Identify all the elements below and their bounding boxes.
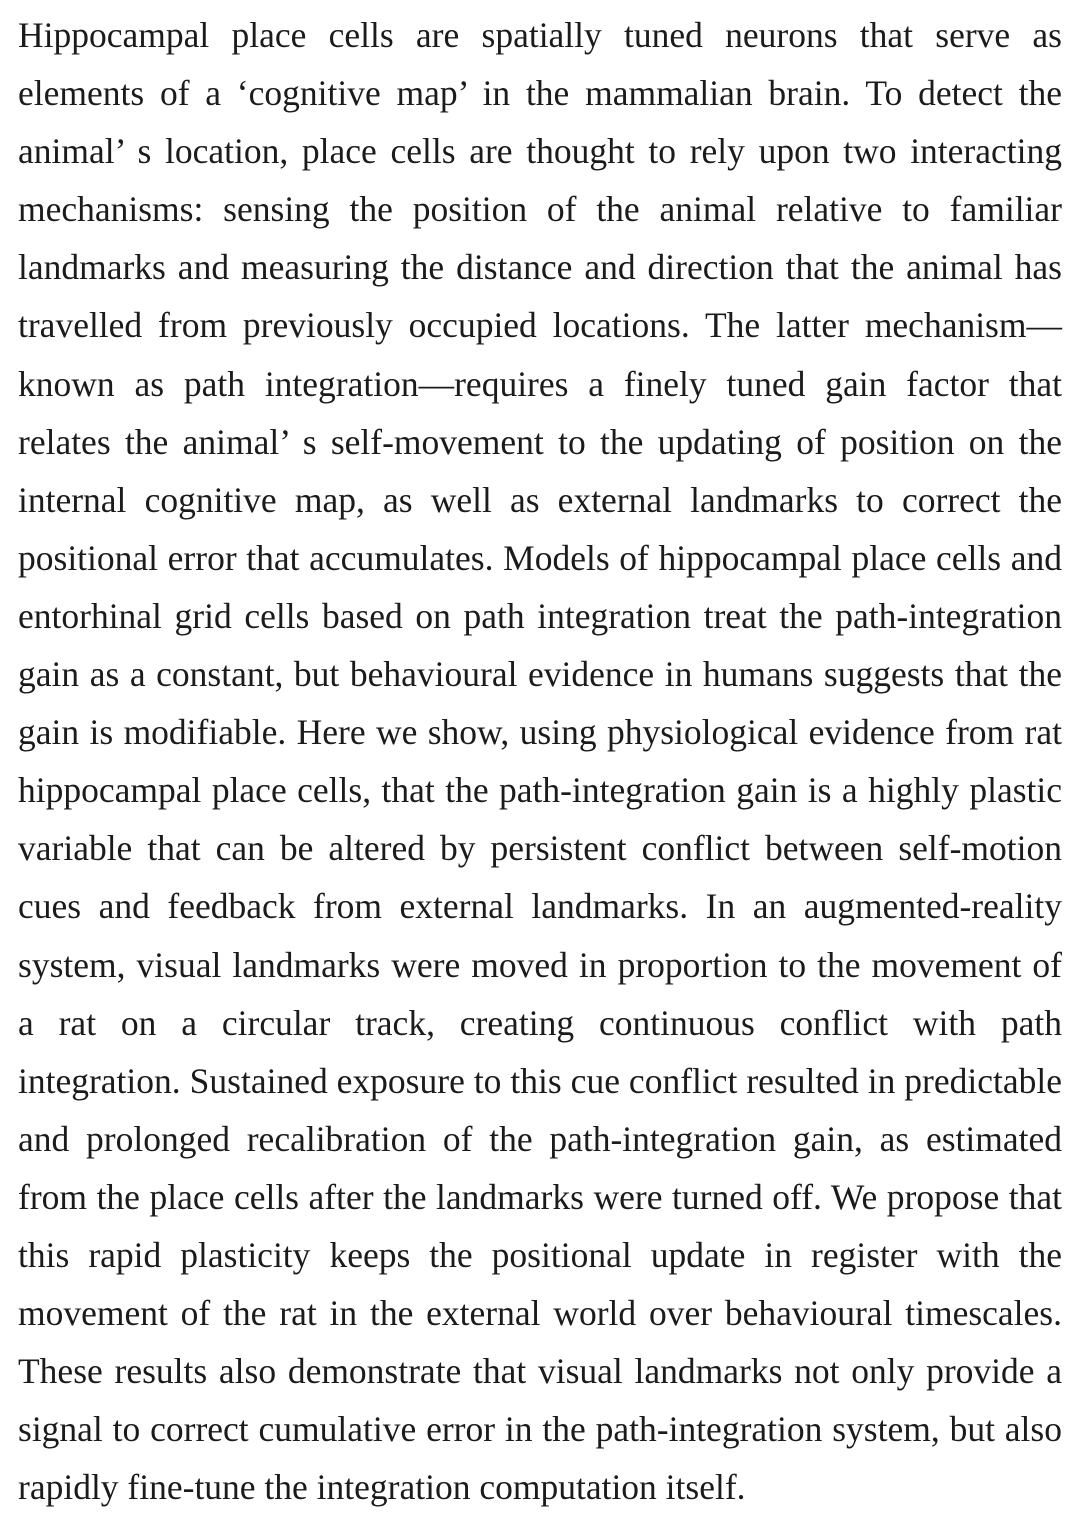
text-line: this rapid plasticity keeps the positional update in register with the <box>18 1234 1062 1275</box>
text-line: These results also demonstrate that visual landmarks not only provide a <box>18 1351 1062 1392</box>
text-line: variable that can be altered by persistent conflict between self-motion <box>18 828 1062 869</box>
text-line: system, visual landmarks were moved in proportion to the movement of <box>18 944 1062 985</box>
text-line: cues and feedback from external landmarks. In an augmented-reality <box>18 886 1062 927</box>
text-line: integration. Sustained exposure to this cue conflict resulted in predictable <box>18 1060 1062 1101</box>
text-line: travelled from previously occupied locations. The latter mechanism— <box>18 305 1062 346</box>
abstract-paragraph <box>18 12 1062 1522</box>
text-line: and prolonged recalibration of the path-integration gain, as estimated <box>18 1118 1062 1159</box>
text-line: mechanisms: sensing the position of the animal relative to familiar <box>18 189 1062 230</box>
text-line: movement of the rat in the external world over behavioural timescales. <box>18 1293 1062 1334</box>
text-line: relates the animal’ s self-movement to the updating of position on the <box>18 421 1062 462</box>
text-line: positional error that accumulates. Models of hippocampal place cells and <box>18 537 1062 578</box>
text-line: hippocampal place cells, that the path-integration gain is a highly plastic <box>18 770 1062 811</box>
text-line: gain is modifiable. Here we show, using physiological evidence from rat <box>18 712 1062 753</box>
text-line: known as path integration—requires a finely tuned gain factor that <box>18 363 1062 404</box>
text-line: elements of a ‘cognitive map’ in the mammalian brain. To detect the <box>18 73 1062 114</box>
text-line: animal’ s location, place cells are thought to rely upon two interacting <box>18 131 1062 172</box>
text-line: internal cognitive map, as well as external landmarks to correct the <box>18 479 1062 520</box>
text-line: signal to correct cumulative error in the path-integration system, but also <box>18 1409 1062 1450</box>
text-line: from the place cells after the landmarks were turned off. We propose that <box>18 1176 1062 1217</box>
text-line: Hippocampal place cells are spatially tuned neurons that serve as <box>18 15 1062 55</box>
text-line: landmarks and measuring the distance and direction that the animal has <box>18 247 1062 288</box>
text-line: a rat on a circular track, creating continuous conflict with path <box>18 1002 1062 1043</box>
text-line: entorhinal grid cells based on path integration treat the path-integration <box>18 595 1062 636</box>
text-line: gain as a constant, but behavioural evidence in humans suggests that the <box>18 654 1062 695</box>
text-line: rapidly fine-tune the integration computation itself. <box>18 1467 746 1508</box>
